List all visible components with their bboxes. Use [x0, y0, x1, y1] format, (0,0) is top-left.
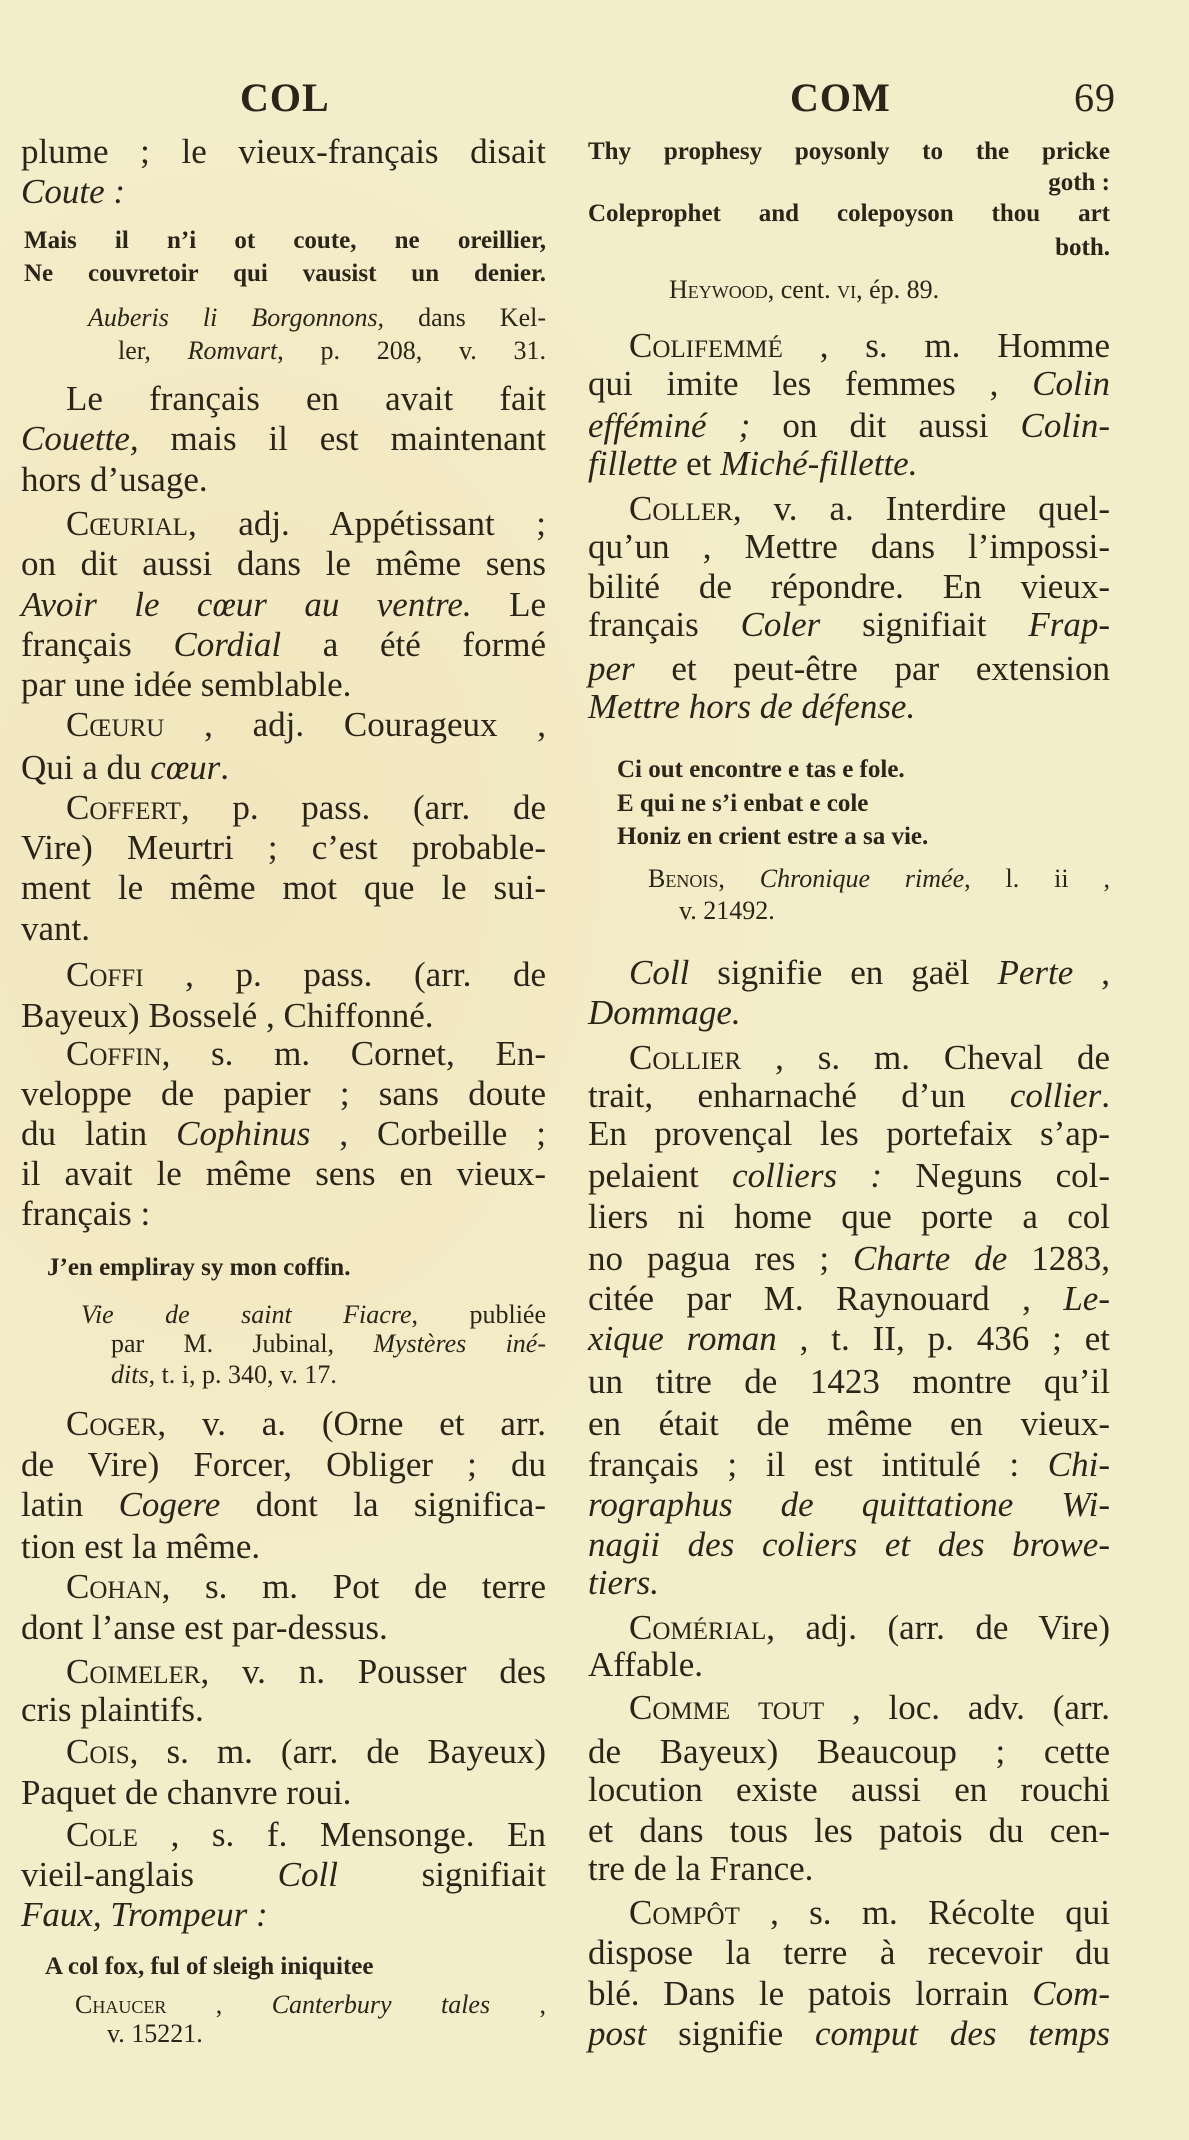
left-column-line [66, 1567, 546, 1607]
left-column-line [21, 1194, 546, 1234]
text: tion est la même. [21, 1527, 261, 1566]
italic-text: per [588, 649, 635, 688]
right-column-line [588, 1076, 1110, 1116]
text: Bayeux) Bosselé , Chiffonné. [21, 996, 434, 1035]
left-column-line [66, 955, 546, 995]
italic-text: Chi- [1047, 1445, 1110, 1484]
text: tre de la France. [588, 1849, 814, 1888]
text: par une idée semblable. [21, 665, 352, 704]
right-column-line [617, 822, 1110, 852]
italic-text: post [588, 2014, 647, 2053]
italic-text: Canterbury tales [271, 1990, 491, 2019]
text: Le français en avait fait [66, 379, 546, 418]
right-column-line [617, 755, 1110, 785]
left-column-line [45, 1952, 546, 1982]
text: Mais il n’i ot coute, ne oreillier, [24, 227, 546, 254]
right-column-line [588, 993, 1110, 1033]
left-column-line [21, 909, 546, 949]
right-column-line [588, 605, 1110, 645]
right-column-line [629, 326, 1110, 366]
headword: Cole [66, 1815, 138, 1854]
italic-text: Auberis li Borgonnons, [88, 303, 385, 332]
text: en était de même en vieux- [588, 1404, 1110, 1443]
right-column-line [588, 687, 1110, 727]
running-head-left: COL [240, 75, 330, 120]
right-column-line [588, 1485, 1110, 1525]
text: français ; il est intitulé : [588, 1445, 1048, 1484]
italic-text: Le- [1063, 1279, 1110, 1318]
right-column-line [588, 1811, 1110, 1851]
right-column-line [629, 489, 1110, 529]
text: , s. m. Cornet, En- [161, 1034, 546, 1073]
left-column-line [66, 705, 546, 745]
text: , s. m. (arr. de Bayeux) [129, 1732, 546, 1771]
text: par M. Jubinal, [111, 1329, 374, 1358]
right-column-line [588, 1849, 1110, 1889]
italic-text: xique roman [588, 1319, 777, 1358]
text: , Corbeille ; [310, 1114, 546, 1153]
right-column-line [588, 406, 1110, 446]
italic-text: cœur [150, 748, 221, 787]
text: , [718, 864, 760, 893]
text: français [588, 605, 741, 644]
text: , adj. (arr. de Vire) [766, 1608, 1110, 1647]
left-column-line [66, 379, 546, 419]
left-column-line [66, 1732, 546, 1772]
text: J’en empliray sy mon coffin. [47, 1254, 351, 1281]
text: Honiz en crient estre a sa vie. [617, 823, 929, 850]
italic-text: Cordial [173, 625, 282, 664]
headword: Comme tout [629, 1688, 825, 1727]
right-column-line [588, 1770, 1110, 1810]
text: mais il est maintenant [138, 419, 546, 458]
left-column-line [21, 1074, 546, 1114]
text: de Vire) Forcer, Obliger ; du [21, 1445, 546, 1484]
text: , t. i, p. 340, v. 17. [148, 1360, 337, 1389]
right-column-line [588, 168, 1110, 198]
italic-text: Frap- [1028, 605, 1110, 644]
text: et dans tous les patois du cen- [588, 1811, 1110, 1850]
right-column-line [588, 1114, 1110, 1154]
right-column-line [588, 1933, 1110, 1973]
italic-text: Charte de [853, 1239, 1008, 1278]
italic-text: comput des temps [815, 2014, 1110, 2053]
text: Thy prophesy poysonly to the pricke [588, 138, 1110, 165]
text: un titre de 1423 montre qu’il [588, 1362, 1110, 1401]
left-column-line [21, 1527, 546, 1567]
italic-text: Chronique rimée [759, 864, 965, 893]
left-column-line [21, 625, 546, 665]
right-column-line [648, 864, 1110, 894]
text: Qui a du [21, 748, 151, 787]
text: , v. a. Interdire quel- [732, 489, 1110, 528]
left-column-line [81, 1300, 546, 1330]
italic-text: nagii des coliers et des browe- [588, 1525, 1110, 1564]
left-column-line [21, 132, 546, 172]
left-column-line [21, 585, 546, 625]
right-column-line [629, 953, 1110, 993]
text: v. 15221. [107, 2019, 203, 2048]
left-column-line [24, 226, 546, 256]
text: , s. m. Homme [782, 326, 1110, 365]
text: E qui ne s’i enbat e cole [617, 790, 869, 817]
text: , v. n. Pousser des [200, 1652, 546, 1691]
text: , v. a. (Orne et arr. [157, 1404, 546, 1443]
left-column-line [21, 868, 546, 908]
right-column-line [588, 137, 1110, 167]
italic-text: Vie de saint Fiacre [81, 1300, 412, 1329]
italic-text: Mystères iné- [373, 1329, 546, 1358]
text: Le [471, 585, 546, 624]
text: signifie [646, 2014, 815, 2053]
left-column-line [66, 788, 546, 828]
right-column-line [588, 1362, 1110, 1402]
italic-text: Coll [629, 953, 690, 992]
left-column-line [21, 665, 546, 705]
right-column-line [588, 199, 1110, 229]
right-column-line [588, 1239, 1110, 1279]
text: hors d’usage. [21, 460, 208, 499]
text: Affable. [588, 1645, 703, 1684]
left-column-line [21, 1690, 546, 1730]
left-column-line [24, 259, 546, 289]
headword: Cohan [66, 1567, 162, 1606]
left-column-line [21, 748, 546, 788]
text: no pagua res ; [588, 1239, 854, 1278]
page-number: 69 [1074, 75, 1116, 120]
headword: Collier [629, 1038, 742, 1077]
text: , t. II, p. 436 ; et [776, 1319, 1110, 1358]
text: français : [21, 1194, 151, 1233]
italic-text: Coute : [21, 172, 126, 211]
left-column-line [111, 1360, 546, 1390]
text: Vire) Meurtri ; c’est probable- [21, 828, 546, 867]
left-column-line [21, 1485, 546, 1525]
italic-text: Mettre hors de défense. [588, 687, 916, 726]
headword: Chaucer [75, 1990, 167, 2019]
text: , s. f. Mensonge. En [137, 1815, 546, 1854]
left-column-line [88, 303, 546, 333]
left-column-line [66, 1815, 546, 1855]
italic-text: Romvart [187, 336, 278, 365]
text: Ne couvretoir qui vausist un denier. [24, 260, 546, 287]
text: A col fox, ful of sleigh iniquitee [45, 1953, 374, 1980]
left-column-line [21, 1445, 546, 1485]
right-column-line [669, 275, 1110, 305]
headword: Coffi [66, 955, 144, 994]
left-column-line [21, 419, 546, 459]
left-column-line [111, 1329, 546, 1359]
text: liers ni home que porte a col [588, 1197, 1110, 1236]
text: Paquet de chanvre roui. [21, 1773, 352, 1812]
right-column-line [588, 444, 1110, 484]
headword: Coger [66, 1404, 158, 1443]
headword: Cœuru [66, 705, 165, 744]
text: , s. m. Pot de terre [161, 1567, 546, 1606]
headword: Coffert [66, 788, 181, 827]
right-column-line [629, 1038, 1110, 1078]
text: du latin [21, 1114, 177, 1153]
headword: Cois [66, 1732, 130, 1771]
text: locution existe aussi en rouchi [588, 1770, 1110, 1809]
left-column-line [66, 1404, 546, 1444]
text: latin [21, 1485, 119, 1524]
text: Coleprophet and colepoyson thou art [588, 200, 1110, 227]
text: vant. [21, 909, 91, 948]
text: signifiait [820, 605, 1029, 644]
text: En provençal les portefaix s’ap- [588, 1114, 1110, 1153]
text: goth : [1048, 169, 1110, 196]
text: , s. m. Récolte qui [739, 1893, 1110, 1932]
text: ment le même mot que le sui- [21, 868, 546, 907]
headword: Coimeler [66, 1652, 201, 1691]
right-column-line [588, 1319, 1110, 1359]
italic-text: Faux, Trompeur : [21, 1895, 268, 1934]
right-column-line [617, 789, 1110, 819]
left-column-line [21, 172, 546, 212]
left-column-line [118, 336, 546, 366]
text: il avait le même sens en vieux- [21, 1154, 546, 1193]
right-column-line [588, 649, 1110, 689]
text: , publiée [411, 1300, 546, 1329]
left-column-line [21, 460, 546, 500]
italic-text: Miché-fillette. [720, 444, 918, 483]
text: trait, enharnaché d’un [588, 1076, 1010, 1115]
right-column-line [588, 1156, 1110, 1196]
text: qu’un , Mettre dans l’impossi- [588, 527, 1110, 566]
left-column-line [21, 1855, 546, 1895]
right-column-line [629, 1688, 1110, 1728]
headword: vi [837, 275, 857, 304]
text: dont l’anse est par-dessus. [21, 1608, 388, 1647]
text: qui imite les femmes , [588, 364, 1033, 403]
text: signifie en gaël [689, 953, 998, 992]
headword: Comérial [629, 1608, 767, 1647]
left-column-line [21, 1895, 546, 1935]
text: , [490, 1990, 547, 2019]
left-column-line [21, 1608, 546, 1648]
text: . [220, 748, 230, 787]
text: veloppe de papier ; sans doute [21, 1074, 546, 1113]
left-column-line [66, 1652, 546, 1692]
text: , p. pass. (arr. de [143, 955, 546, 994]
left-column-line [21, 1154, 546, 1194]
left-column-line [66, 1034, 546, 1074]
left-column-line [47, 1253, 546, 1283]
headword: Benois [648, 864, 719, 893]
text: , p. pass. (arr. de [180, 788, 546, 827]
italic-text: Perte [997, 953, 1074, 992]
headword: Compôt [629, 1893, 740, 1932]
italic-text: rographus de quittatione Wi- [588, 1485, 1110, 1524]
left-column-line [21, 1773, 546, 1813]
italic-text: efféminé ; [588, 406, 751, 445]
right-column-line [588, 1974, 1110, 2014]
italic-text: Cophinus [176, 1114, 311, 1153]
italic-text: fillette [588, 444, 678, 483]
text: . [1101, 1076, 1110, 1115]
text: Neguns col- [882, 1156, 1111, 1195]
text: both. [1055, 234, 1110, 261]
text: , cent. [767, 275, 838, 304]
text: , ép. 89. [856, 275, 940, 304]
italic-text: tiers. [588, 1563, 659, 1602]
italic-text: Couette, [21, 419, 139, 458]
headword: Coffin [66, 1034, 162, 1073]
text: , [1073, 953, 1110, 992]
text: , p. 208, v. 31. [277, 336, 546, 365]
text: dans Kel- [384, 303, 546, 332]
text: 1283, [1007, 1239, 1111, 1278]
text: dispose la terre à recevoir du [588, 1933, 1110, 1972]
right-column-line [588, 2014, 1110, 2054]
italic-text: Coll [277, 1855, 338, 1894]
text: pelaient [588, 1156, 733, 1195]
left-column-line [21, 544, 546, 584]
text: , adj. Appétissant ; [187, 504, 546, 543]
italic-text: collier [1009, 1076, 1102, 1115]
text: , [166, 1990, 272, 2019]
headword: Cœurial [66, 504, 188, 543]
italic-text: colliers : [732, 1156, 883, 1195]
right-column-line [588, 1445, 1110, 1485]
text: dont la significa- [220, 1485, 546, 1524]
italic-text: Cogere [118, 1485, 221, 1524]
right-column-line [629, 1893, 1110, 1933]
text: blé. Dans le patois lorrain [588, 1974, 1033, 2013]
text: on dit aussi [750, 406, 1021, 445]
text: , adj. Courageux , [164, 705, 546, 744]
right-column-line [588, 1404, 1110, 1444]
text: cris plaintifs. [21, 1690, 204, 1729]
right-column-line [588, 1563, 1110, 1603]
italic-text: Dommage. [588, 993, 741, 1032]
right-column-line [588, 1645, 1110, 1685]
text: et peut-être par extension [634, 649, 1110, 688]
right-column-line [588, 527, 1110, 567]
left-column-line [21, 996, 546, 1036]
text: Ci out encontre e tas e fole. [617, 756, 905, 783]
headword: Heywood [669, 275, 768, 304]
right-column-line [588, 1197, 1110, 1237]
text: ler, [118, 336, 188, 365]
text: et [677, 444, 721, 483]
right-column-line [629, 1608, 1110, 1648]
italic-text: dits [111, 1360, 149, 1389]
text: v. 21492. [679, 896, 775, 925]
text: signifiait [337, 1855, 546, 1894]
left-column-line [107, 2019, 546, 2049]
headword: Colifemmé [629, 326, 783, 365]
text: vieil-anglais [21, 1855, 278, 1894]
right-column-line [588, 1525, 1110, 1565]
text: a été formé [281, 625, 546, 664]
italic-text: Colin- [1020, 406, 1110, 445]
left-column-line [21, 828, 546, 868]
text: de Bayeux) Beaucoup ; cette [588, 1732, 1110, 1771]
italic-text: Avoir le cœur au ventre. [21, 585, 472, 624]
text: , l. ii , [964, 864, 1111, 893]
right-column-line [588, 567, 1110, 607]
right-column-line [588, 1732, 1110, 1772]
text: français [21, 625, 174, 664]
italic-text: Colin [1032, 364, 1110, 403]
italic-text: Com- [1032, 1974, 1110, 2013]
text: bilité de répondre. En vieux- [588, 567, 1110, 606]
right-column-line [588, 233, 1110, 263]
headword: Coller [629, 489, 733, 528]
text: , s. m. Cheval de [741, 1038, 1110, 1077]
right-column-line [588, 364, 1110, 404]
left-column-line [21, 1114, 546, 1154]
text: on dit aussi dans le même sens [21, 544, 546, 583]
running-head-right: COM [790, 75, 891, 120]
right-column-line [588, 1279, 1110, 1319]
right-column-line [679, 896, 1110, 926]
left-column-line [66, 504, 546, 544]
text: , loc. adv. (arr. [824, 1688, 1111, 1727]
italic-text: Coler [740, 605, 821, 644]
left-column-line [75, 1990, 546, 2020]
text: citée par M. Raynouard , [588, 1279, 1064, 1318]
text: plume ; le vieux-français disait [21, 132, 546, 171]
